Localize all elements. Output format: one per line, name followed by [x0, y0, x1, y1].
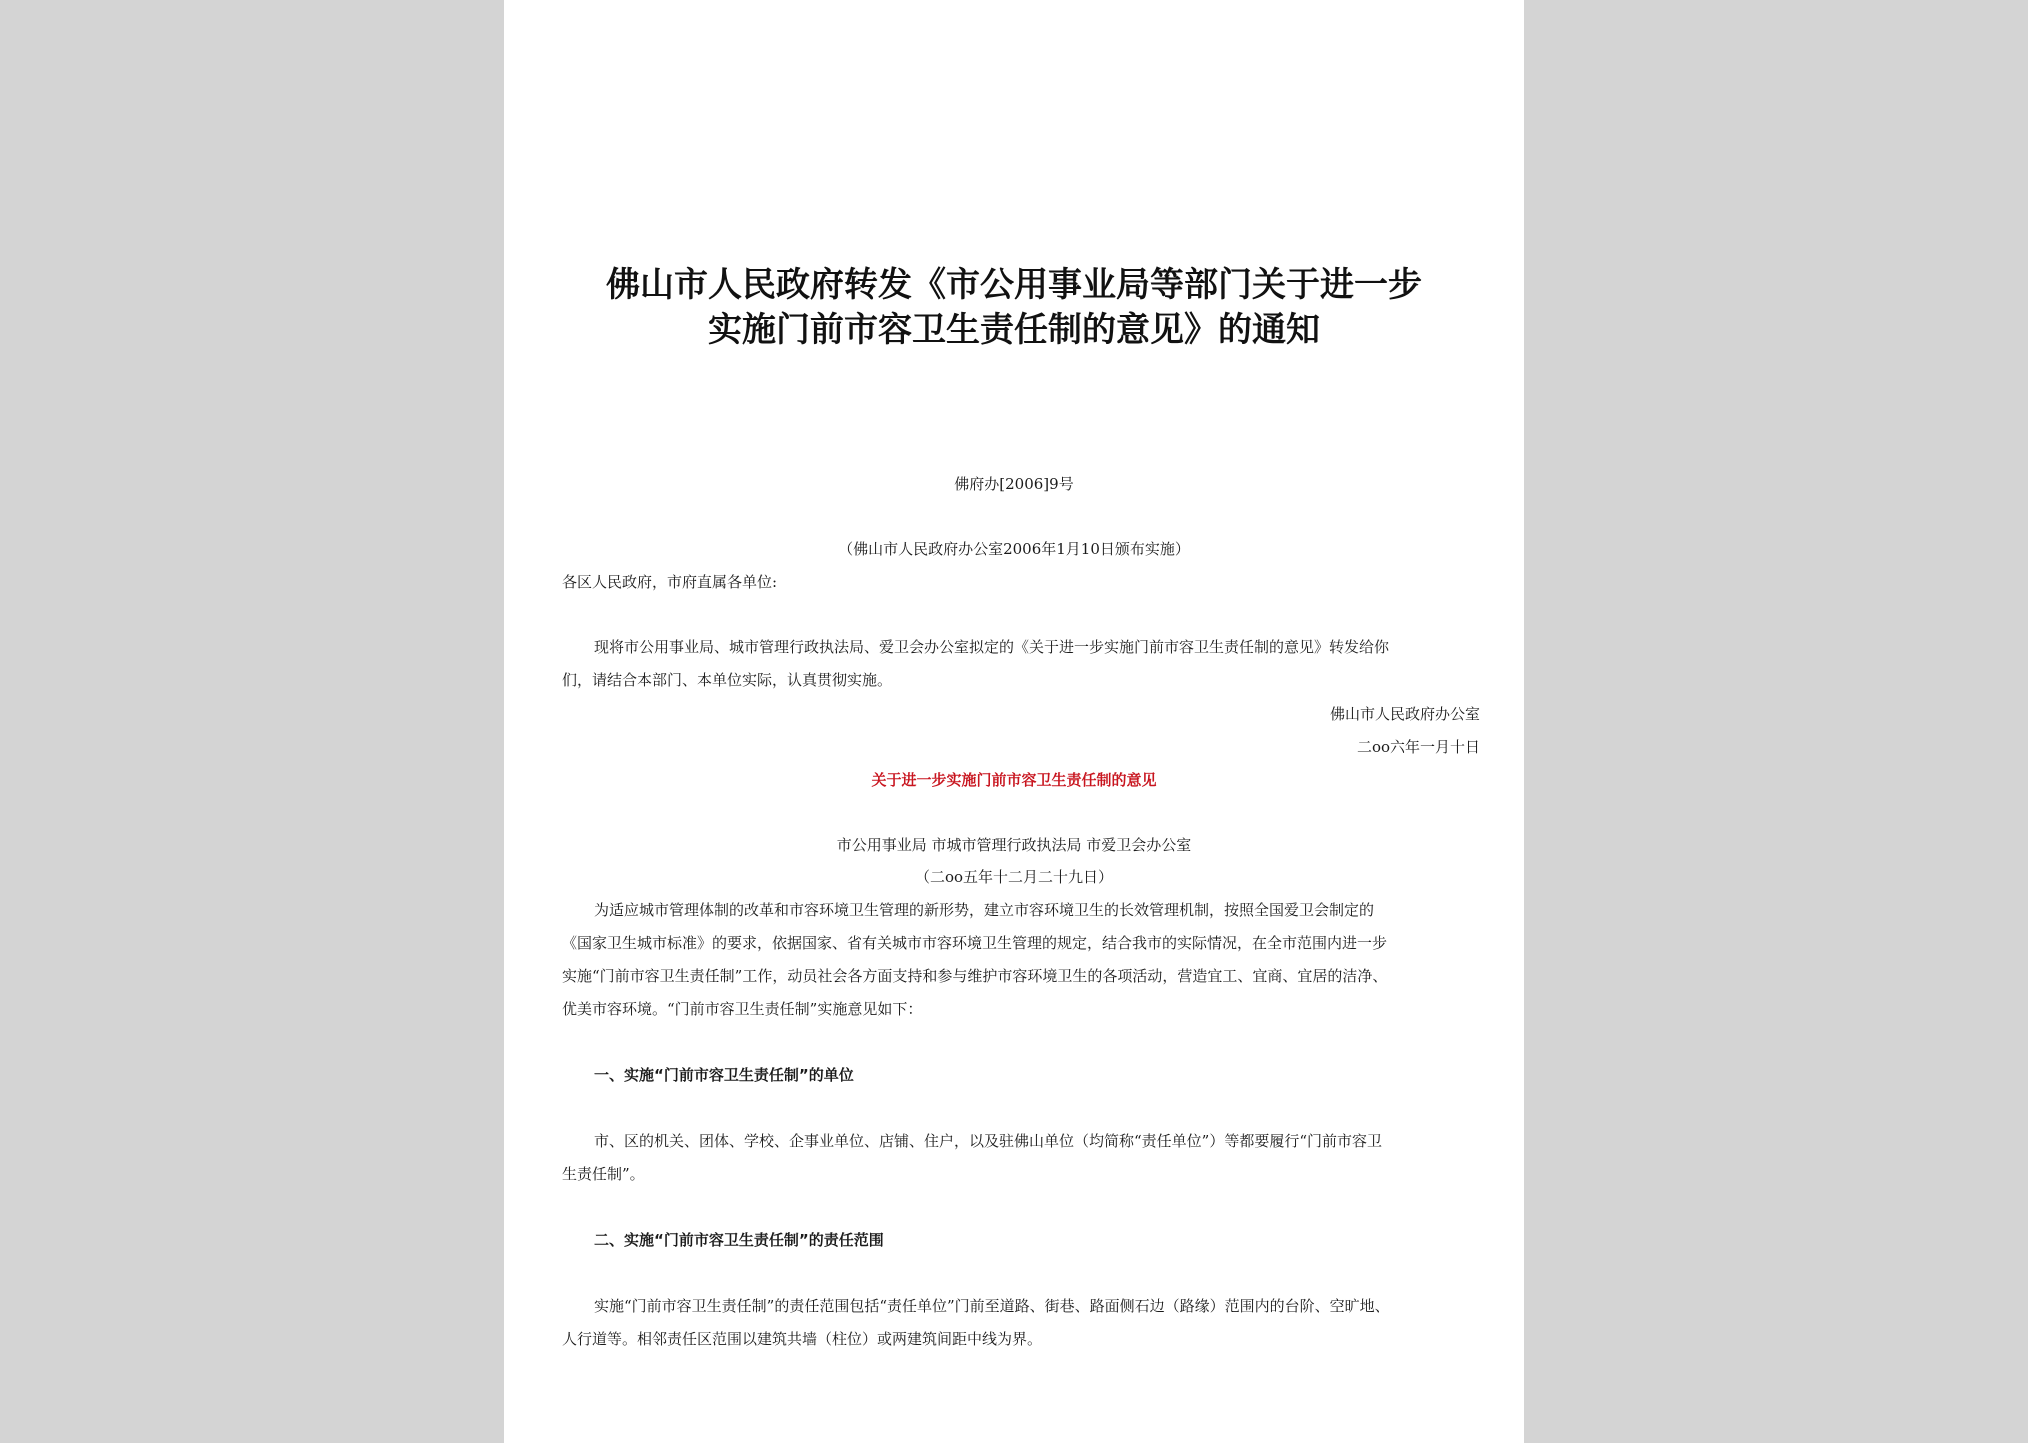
- signature-org: 佛山市人民政府办公室: [1329, 705, 1480, 723]
- section-2-line-1: 实施“门前市容卫生责任制”的责任范围包括“责任单位”门前至道路、街巷、路面侧石边（路缘）范围内的台阶、空旷地、: [594, 1297, 1390, 1315]
- opinion-intro-line-1: 为适应城市管理体制的改革和市容环境卫生管理的新形势，建立市容环境卫生的长效管理机制，按照全国爱卫会制定的: [594, 901, 1375, 919]
- notice-body-line-1: 现将市公用事业局、城市管理行政执法局、爱卫会办公室拟定的《关于进一步实施门前市容卫生责任制的意见》转发给你: [594, 638, 1390, 656]
- document-title-line-1: 佛山市人民政府转发《市公用事业局等部门关于进一步: [606, 265, 1422, 305]
- section-2-heading: 二、实施“门前市容卫生责任制”的责任范围: [594, 1231, 884, 1249]
- document-page: [504, 0, 1524, 1443]
- addressee: 各区人民政府，市府直属各单位:: [562, 573, 778, 591]
- issue-note: （佛山市人民政府办公室2006年1月10日颁布实施）: [838, 540, 1190, 558]
- opinion-issuers: 市公用事业局 市城市管理行政执法局 市爱卫会办公室: [836, 836, 1192, 854]
- opinion-intro-line-3: 实施“门前市容卫生责任制”工作，动员社会各方面支持和参与维护市容环境卫生的各项活动，营造宜工、宜商、宜居的洁净、: [562, 967, 1388, 985]
- section-1-line-1: 市、区的机关、团体、学校、企事业单位、店铺、住户，以及驻佛山单位（均简称“责任单位”）等都要履行“门前市容卫: [594, 1132, 1383, 1150]
- section-2-line-2: 人行道等。相邻责任区范围以建筑共墙（柱位）或两建筑间距中线为界。: [562, 1330, 1043, 1348]
- opinion-date: （二oo五年十二月二十九日）: [914, 868, 1114, 886]
- document-number: 佛府办[2006]9号: [954, 475, 1074, 493]
- opinion-title: 关于进一步实施门前市容卫生责任制的意见: [871, 771, 1157, 789]
- document-title-line-2: 实施门前市容卫生责任制的意见》的通知: [708, 310, 1320, 350]
- notice-body-line-2: 们，请结合本部门、本单位实际，认真贯彻实施。: [562, 671, 893, 689]
- signature-date: 二oo六年一月十日: [1356, 738, 1480, 756]
- opinion-intro-line-2: 《国家卫生城市标准》的要求，依据国家、省有关城市市容环境卫生管理的规定，结合我市的实际情况，在全市范围内进一步: [562, 934, 1388, 952]
- section-1-heading: 一、实施“门前市容卫生责任制”的单位: [594, 1066, 854, 1084]
- opinion-intro-line-4: 优美市容环境。“门前市容卫生责任制”实施意见如下：: [562, 1000, 923, 1018]
- section-1-line-2: 生责任制”。: [562, 1165, 645, 1183]
